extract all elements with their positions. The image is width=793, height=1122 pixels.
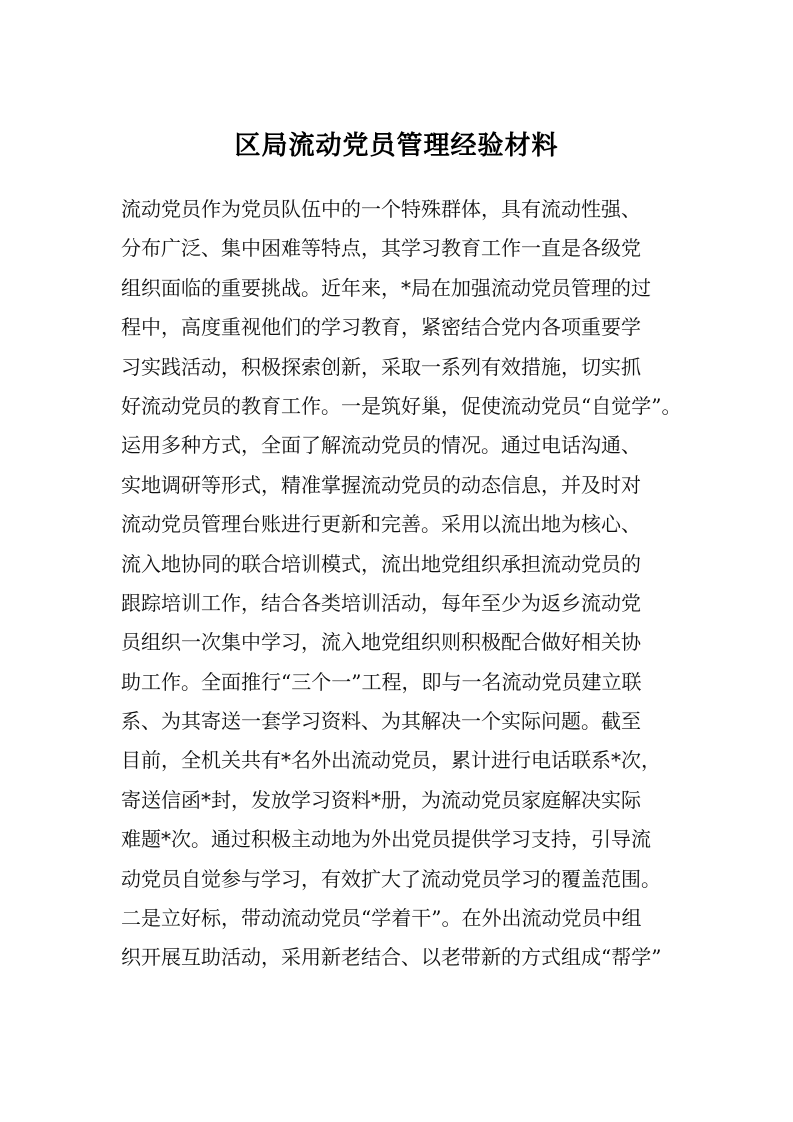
body-line: 程中，高度重视他们的学习教育，紧密结合党内各项重要学 [121, 315, 641, 340]
body-line: 运用多种方式，全面了解流动党员的情况。通过电话沟通、 [121, 433, 641, 458]
body-line: 好流动党员的教育工作。一是筑好巢，促使流动党员“自觉学”。 [121, 393, 682, 418]
document-body [121, 190, 681, 978]
body-line: 二是立好标，带动流动党员“学着干”。在外出流动党员中组 [121, 906, 642, 931]
body-line: 目前，全机关共有*名外出流动党员，累计进行电话联系*次， [121, 748, 661, 773]
body-line: 动党员自觉参与学习，有效扩大了流动党员学习的覆盖范围。 [121, 866, 661, 891]
body-line: 习实践活动，积极探索创新，采取一系列有效措施，切实抓 [121, 354, 641, 379]
body-line: 系、为其寄送一套学习资料、为其解决一个实际问题。截至 [121, 709, 641, 734]
body-line: 流动党员作为党员队伍中的一个特殊群体，具有流动性强、 [121, 197, 641, 221]
body-line: 员组织一次集中学习，流入地党组织则积极配合做好相关协 [121, 630, 641, 655]
body-line: 寄送信函*封，发放学习资料*册，为流动党员家庭解决实际 [121, 787, 641, 812]
body-line: 组织面临的重要挑战。近年来，*局在加强流动党员管理的过 [121, 275, 651, 300]
body-line: 织开展互助活动，采用新老结合、以老带新的方式组成“帮学” [121, 945, 662, 970]
body-line: 助工作。全面推行“三个一”工程，即与一名流动党员建立联 [121, 669, 642, 694]
body-line: 跟踪培训工作，结合各类培训活动，每年至少为返乡流动党 [121, 590, 641, 615]
body-line: 实地调研等形式，精准掌握流动党员的动态信息，并及时对 [121, 472, 641, 497]
body-line: 流入地协同的联合培训模式，流出地党组织承担流动党员的 [121, 551, 641, 576]
body-line: 分布广泛、集中困难等特点，其学习教育工作一直是各级党 [121, 236, 641, 261]
body-line: 难题*次。通过积极主动地为外出党员提供学习支持，引导流 [121, 827, 651, 852]
body-line: 流动党员管理台账进行更新和完善。采用以流出地为核心、 [121, 512, 641, 537]
document-title: 区局流动党员管理经验材料 [234, 131, 559, 161]
